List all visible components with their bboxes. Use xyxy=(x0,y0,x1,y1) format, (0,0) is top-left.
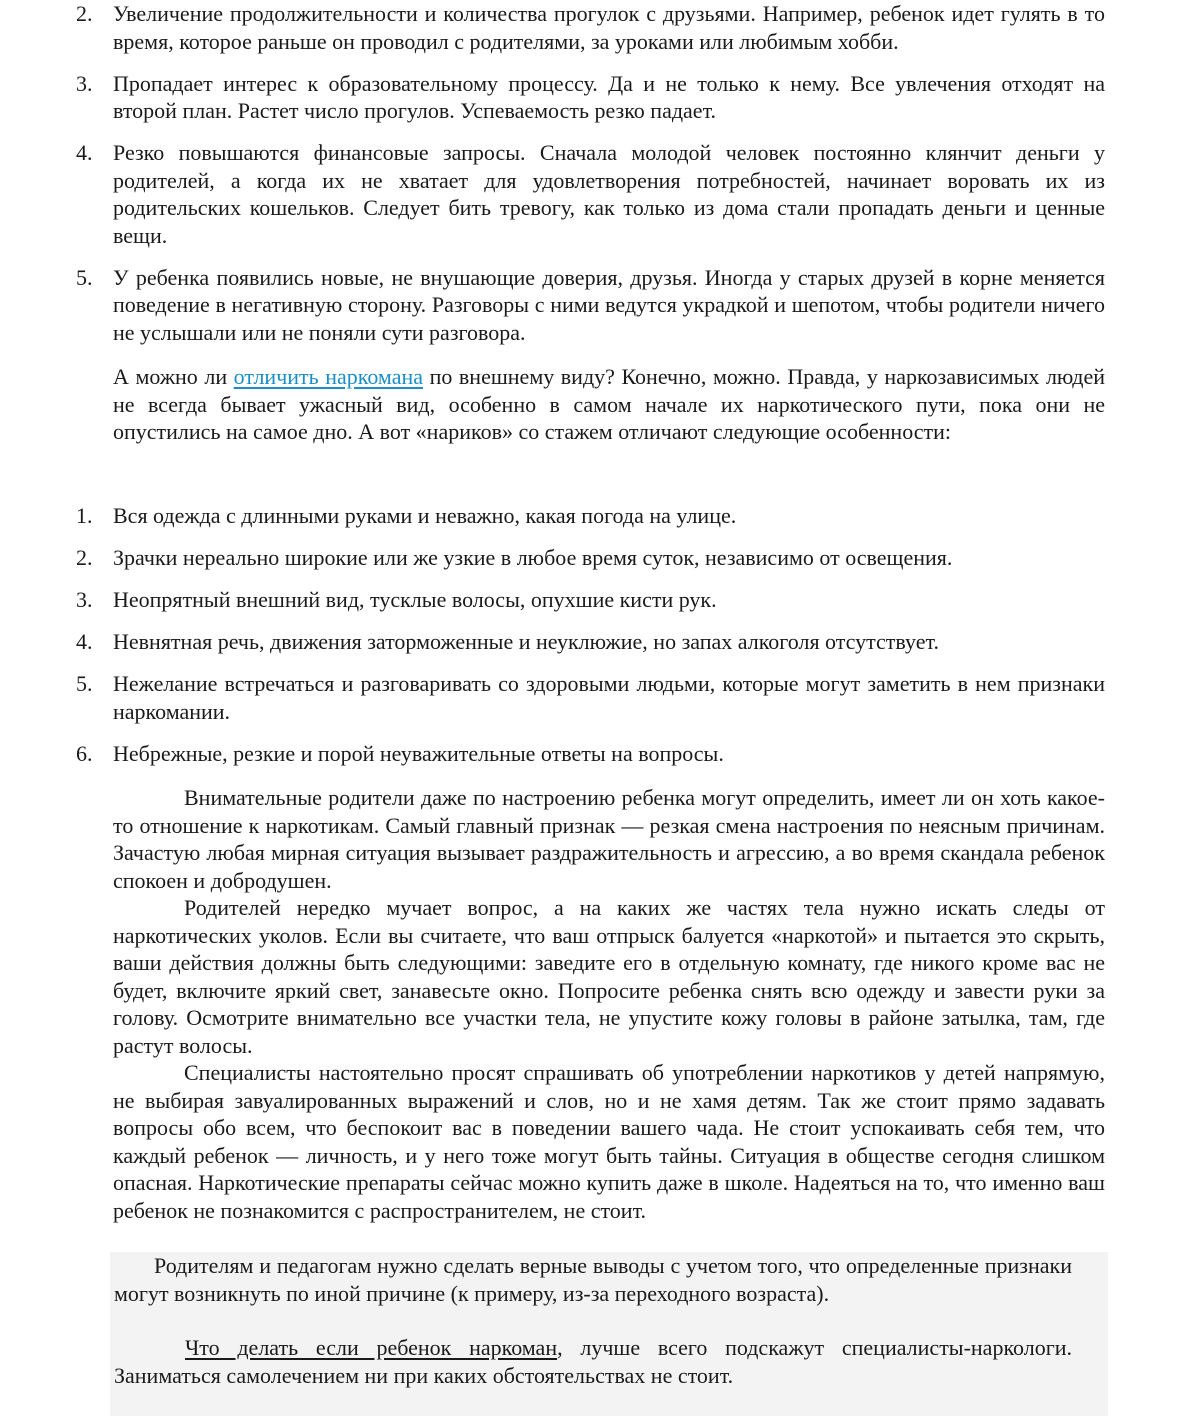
list-item-number: 1. xyxy=(76,503,93,528)
list-item-number: 2. xyxy=(76,1,93,26)
shaded-paragraph-1: Родителям и педагогам нужно сделать верные выводы с учетом того, что определенные признаки могут возникнуть по иной причине (к примеру, из-за переходного возраста). xyxy=(114,1253,1072,1306)
list-item-number: 3. xyxy=(76,70,93,96)
list-item-text: Нежелание встречаться и разговаривать со здоровыми людьми, которые могут заметить в нем признаки наркомании. xyxy=(113,671,1105,724)
body-paragraph: Специалисты настоятельно просят спрашивать об употреблении наркотиков у детей напрямую, не выбирая завуалированных выражений и слов, но и не хамя детям. Так же стоит прямо задавать вопросы обо всем, что беспокоит вас в поведении вашего чада. Не стоит успокаивать себя тем, что каждый ребенок — личность, и у него тоже могут быть тайны. Ситуация в обществе сегодня слишком опасная. Наркотические препараты сейчас можно купить даже в школе. Надеяться на то, что именно ваш ребенок не познакомится с распространителем, не стоит. xyxy=(113,1060,1105,1223)
list-item xyxy=(0,586,1105,614)
list-item-number: 3. xyxy=(76,587,93,612)
list-item xyxy=(0,139,1105,249)
list-item-number: 5. xyxy=(76,264,93,290)
list-item-text: Небрежные, резкие и порой неуважительные ответы на вопросы. xyxy=(113,740,724,766)
list-item-number: 2. xyxy=(76,545,93,570)
list-item xyxy=(0,502,1105,530)
list-item xyxy=(0,0,1105,55)
list-item-text: Невнятная речь, движения заторможенные и неуклюжие, но запах алкоголя отсутствует. xyxy=(113,629,939,654)
list-item xyxy=(0,670,1105,725)
list-item-number: 5. xyxy=(76,671,93,696)
list-item-text: Пропадает интерес к образовательному процессу. Да и не только к нему. Все увлечения отходят на второй план. Растет число прогулов. Успеваемость резко падает. xyxy=(113,70,1105,123)
list-item-text: Зрачки нереально широкие или же узкие в любое время суток, независимо от освещения. xyxy=(113,545,953,570)
list-item-text: Резко повышаются финансовые запросы. Сначала молодой человек постоянно клянчит деньги у родителей, а когда их не хватает для удовлетворения потребностей, начинает воровать их из родительских кошельков. Следует бить тревогу, как только из дома стали пропадать деньги и ценные вещи. xyxy=(113,140,1105,248)
body-paragraphs xyxy=(113,784,1105,1224)
list-item xyxy=(0,264,1105,347)
list-item-number: 6. xyxy=(76,740,93,766)
intro-text-before: А можно ли xyxy=(113,364,234,389)
what-to-do-link[interactable]: Что делать если ребенок наркоман xyxy=(185,1335,558,1360)
list-item-number: 4. xyxy=(76,629,93,654)
list-item-text: У ребенка появились новые, не внушающие доверия, друзья. Иногда у старых друзей в корне меняется поведение в негативную сторону. Разговоры с ними ведутся украдкой и шепотом, чтобы родители ничего не услышали или не поняли сути разговора. xyxy=(113,264,1105,345)
list-item xyxy=(0,70,1105,125)
list-item xyxy=(0,740,1105,768)
list-item-text: Увеличение продолжительности и количества прогулок с друзьями. Например, ребенок идет гулять в то время, которое раньше он проводил с родителями, за уроками или любимым хобби. xyxy=(113,1,1105,54)
body-paragraph: Внимательные родители даже по настроению ребенка могут определить, имеет ли он хоть какое-то отношение к наркотикам. Самый главный признак — резкая смена настроения по неясным причинам. Зачастую любая мирная ситуация вызывает раздражительность и агрессию, а во время скандала ребенок спокоен и добродушен. xyxy=(113,785,1105,893)
body-paragraph: Родителей нередко мучает вопрос, а на каких же частях тела нужно искать следы от наркотических уколов. Если вы считаете, что ваш отпрыск балуется «наркотой» и пытается это скрыть, ваши действия должны быть следующими: заведите его в отдельную комнату, где никого кроме вас не будет, включите яркий свет, занавесьте окно. Попросите ребенка снять всю одежду и завести руки за голову. Осмотрите внимательно все участки тела, не упустите кожу головы в районе затылка, там, где растут волосы. xyxy=(113,895,1105,1058)
shaded-paragraph-2 xyxy=(114,1334,1072,1389)
shaded-block xyxy=(110,1252,1108,1416)
appearance-signs-list xyxy=(0,502,1190,782)
intro-paragraph xyxy=(113,363,1105,446)
list-item xyxy=(0,544,1105,572)
identify-addict-link[interactable]: отличить наркомана xyxy=(233,364,424,389)
intro-text-after: по внешнему виду? Конечно, можно. Правда, у наркозависимых людей не всегда бывает ужасный вид, особенно в самом начале их наркотического пути, пока они не опустились на самое дно. А вот «нариков» со стажем отличают следующие особенности: xyxy=(113,364,1105,444)
list-item-text: Неопрятный внешний вид, тусклые волосы, опухшие кисти рук. xyxy=(113,587,717,612)
warning-signs-list xyxy=(0,0,1190,361)
list-item xyxy=(0,628,1105,656)
list-item-number: 4. xyxy=(76,140,93,165)
shaded-paragraph-2-text: , лучше всего подскажут специалисты-наркологи. Заниматься самолечением ни при каких обстоятельствах не стоит. xyxy=(114,1335,1073,1388)
list-item-text: Вся одежда с длинными руками и неважно, какая погода на улице. xyxy=(113,503,737,528)
